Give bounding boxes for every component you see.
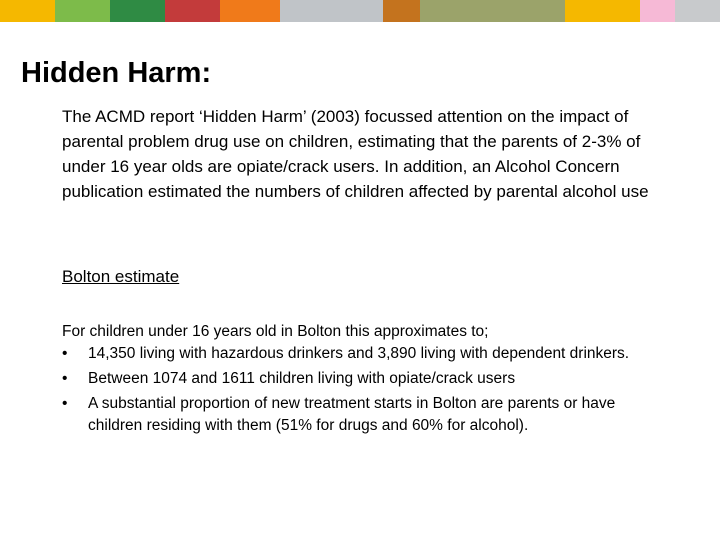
bullet-text: A substantial proportion of new treatment starts in Bolton are parents or have children residing with them (51% for drugs and 60% for alcohol). (88, 395, 616, 434)
bullet-item (62, 393, 672, 437)
bullet-icon: • (62, 345, 68, 362)
bullet-item (62, 343, 672, 365)
slide-title: Hidden Harm: (21, 57, 212, 89)
header-stripe (640, 0, 675, 22)
bullet-text: Between 1074 and 1611 children living with opiate/crack users (88, 370, 516, 387)
header-stripe (55, 0, 110, 22)
header-stripe (565, 0, 640, 22)
bullet-list (62, 343, 672, 440)
header-stripe (420, 0, 565, 22)
bullet-item (62, 368, 672, 390)
bullet-icon: • (62, 370, 68, 387)
section-subheading: Bolton estimate (62, 267, 180, 286)
header-stripe (220, 0, 280, 22)
header-stripe-bar (0, 0, 720, 22)
bullet-icon: • (62, 395, 68, 412)
header-stripe (675, 0, 720, 22)
header-stripe (383, 0, 420, 22)
bullet-text: 14,350 living with hazardous drinkers and 3,890 living with dependent drinkers. (88, 345, 630, 362)
header-stripe (0, 0, 55, 22)
lead-sentence: For children under 16 years old in Bolton this approximates to; (62, 323, 489, 340)
header-stripe (165, 0, 220, 22)
intro-paragraph: The ACMD report ‘Hidden Harm’ (2003) focussed attention on the impact of parental problem drug use on children, estimating that the parents of 2-3% of under 16 year olds are opiate/crack users. In addition, an Alcohol Concern publication estimated the numbers of children affected by parental alcohol use (62, 107, 649, 201)
header-stripe (280, 0, 383, 22)
header-stripe (110, 0, 165, 22)
